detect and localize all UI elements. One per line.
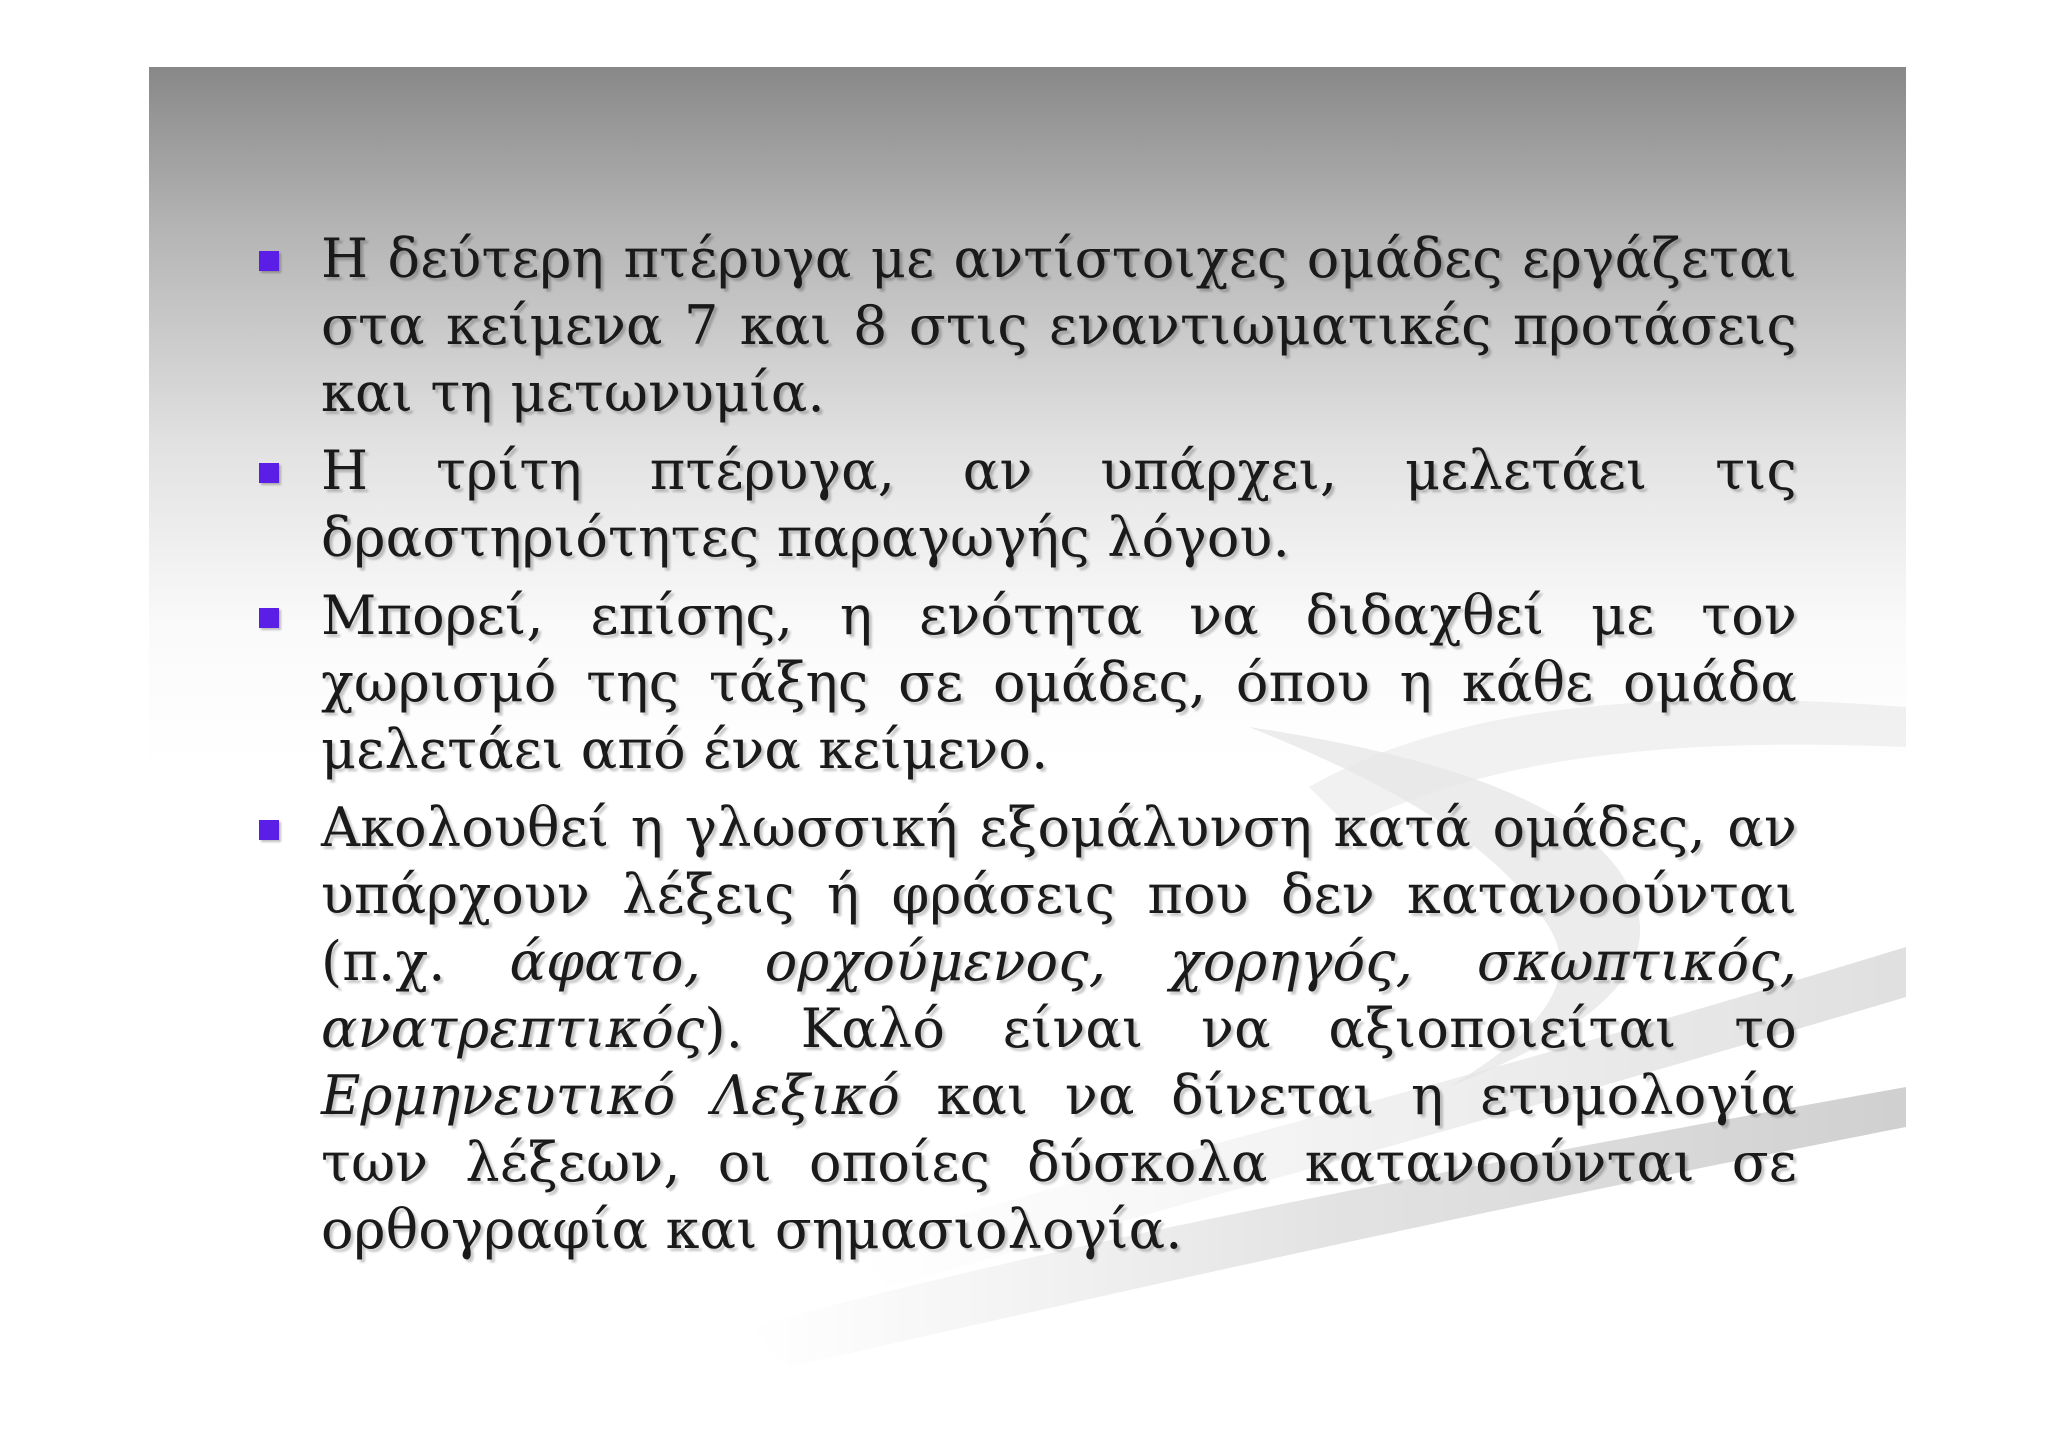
- bullet-text: Η δεύτερη πτέρυγα με αντίστοιχες ομάδες εργάζεται στα κείμενα 7 και 8 στις εναντιωματικές προτάσεις και τη μετωνυμία.: [321, 227, 1797, 424]
- bullet-text-italic-dictionary: Ερμηνευτικό Λεξικό: [321, 1064, 900, 1127]
- bullet-text: Ακολουθεί η γλωσσική εξομάλυνση κατά ομάδες, αν υπάρχουν λέξεις ή φράσεις που δεν κατανοούνται (π.χ.: [321, 796, 1797, 993]
- bullet-text: και να δίνεται η ετυμολογία των λέξεων, οι οποίες δύσκολα κατανοούνται σε ορθογραφία και σημασιολογία.: [321, 1064, 1798, 1261]
- bullet-text: Η τρίτη πτέρυγα, αν υπάρχει, μελετάει τις δραστηριότητες παραγωγής λόγου.: [321, 439, 1797, 569]
- bullet-list: [259, 225, 1797, 1274]
- bullet-item-2: [259, 437, 1797, 571]
- bullet-item-3: [259, 582, 1797, 783]
- square-bullet-icon: [259, 608, 279, 628]
- bullet-item-1: [259, 225, 1797, 426]
- square-bullet-icon: [259, 820, 279, 840]
- slide: [149, 67, 1906, 1447]
- bullet-item-4: [259, 794, 1797, 1263]
- bullet-text-italic-examples: άφατο, ορχούμενος, χορηγός, σκωπτικός, ανατρεπτικός: [321, 930, 1798, 1060]
- square-bullet-icon: [259, 463, 279, 483]
- square-bullet-icon: [259, 251, 279, 271]
- bullet-text: ). Καλό είναι να αξιοποιείται το: [704, 997, 1797, 1060]
- bullet-text: Μπορεί, επίσης, η ενότητα να διδαχθεί με τον χωρισμό της τάξης σε ομάδες, όπου η κάθε ομάδα μελετάει από ένα κείμενο.: [321, 584, 1797, 781]
